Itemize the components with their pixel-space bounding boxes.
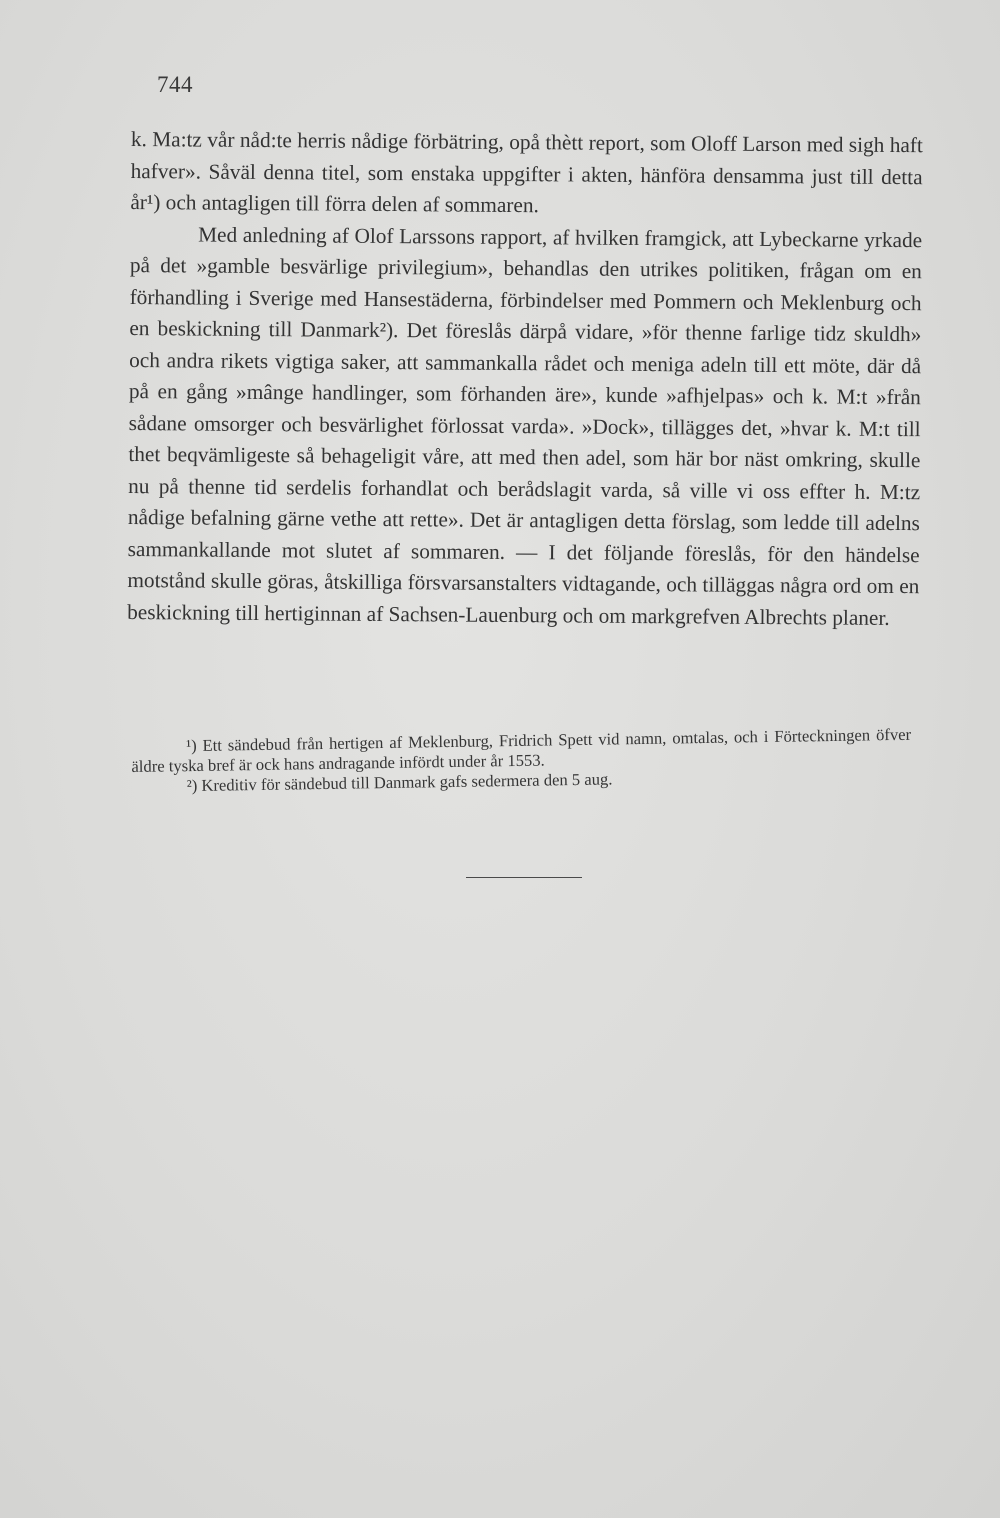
body-text [127,124,923,634]
footnotes [131,725,912,797]
footnote-1: ¹) Ett sändebud från hertigen af Meklenburg, Fridrich Spett vid namn, omtalas, och i Förteckningen öfver äldre tyska bref är ock hans andragande infördt under år 1553. [131,724,912,776]
footnote-2: ²) Kreditiv för sändebud till Danmark gafs sedermera den 5 aug. [186,769,613,796]
paragraph-continuation: k. Ma:tz vår nåd:te herris nådige förbätring, opå thètt report, som Oloff Larson med sigh haft hafver». Såväl denna titel, som enstaka uppgifter i akten, hänföra densamma just till detta år¹) och antagligen till förra delen af sommaren. [130,126,923,218]
paragraph-main: Med anledning af Olof Larssons rapport, af hvilken framgick, att Lybeckarne yrkade på det »gamble besvärlige privilegium», behandlas den utrikes politiken, frågan om en förhandling i Sverige med Hansestäderna, förbindelser med Pommern och Meklenburg och en beskickning till Danmark²). Det föreslås därpå vidare, »för thenne farlige tidz skuldh» och andra rikets vigtiga saker, att sammankalla rådet och meniga adeln till ett möte, där då på en gång »mânge handlinger, som förhanden äre», kunde »afhjelpas» och k. M:t »från sådane omsorger och besvärlighet förlossat varda». »Dock», tillägges det, »hvar k. M:t till thet beqvämligeste så behageligit våre, att med then adel, som här bor näst omkring, skulle nu på thenne tid serdelis forhandlat och berådslagit varda, så ville vi oss effter h. M:tz nådige befalning gärne vethe att rette». Det är antagligen detta förslag, som ledde till adelns sammankallande mot slutet af sommaren. — I det följande föreslås, för den händelse motstånd skulle göras, åtskilliga försvarsanstalters vidtagande, och tilläggas några ord om en beskickning till hertiginnan af Sachsen-Lauenburg och om markgrefven Albrechts planer. [127,222,923,630]
page-number: 744 [157,72,193,97]
section-divider [466,877,582,878]
